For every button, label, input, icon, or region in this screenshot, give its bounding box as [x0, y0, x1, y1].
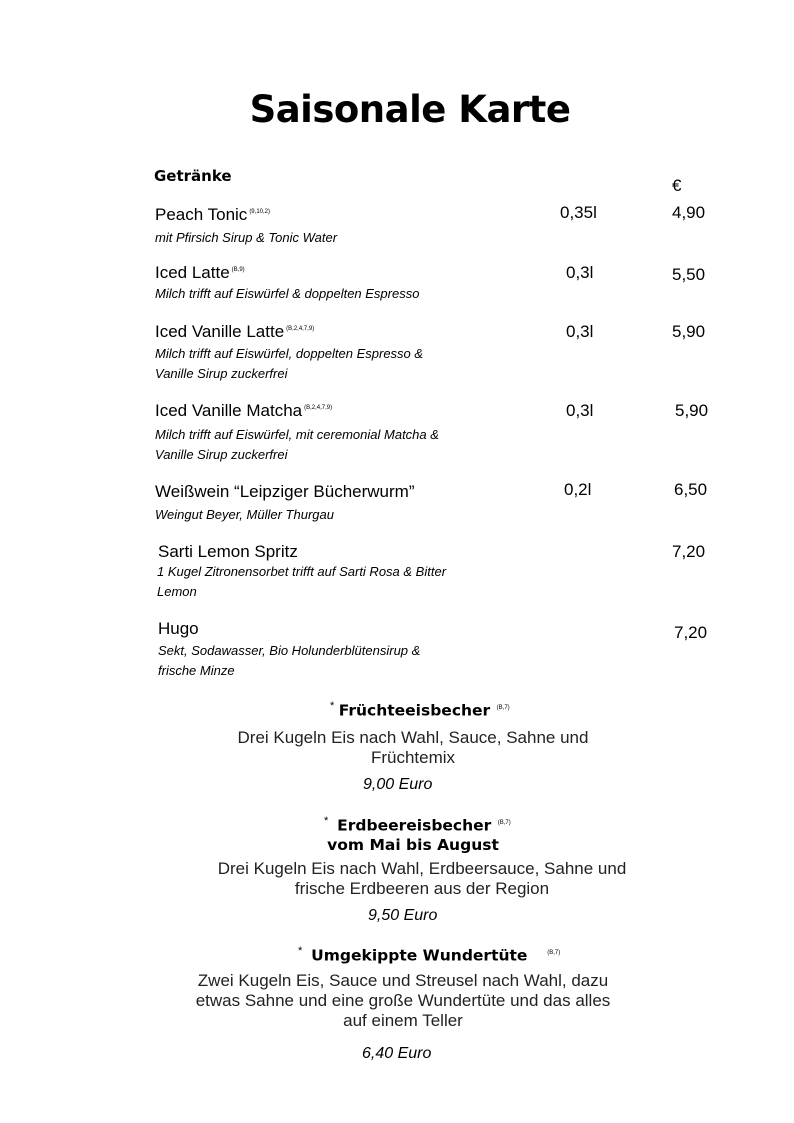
- drink-name: Weißwein “Leipziger Bücherwurm”: [155, 482, 415, 501]
- drink-size: 0,3l: [566, 322, 594, 341]
- allergen-codes: (B,2,4,7,9): [286, 326, 315, 333]
- currency-label: €: [672, 176, 682, 195]
- allergen-codes: (B,2,4,7,9): [304, 405, 333, 412]
- dessert-description: Drei Kugeln Eis nach Wahl, Erdbeersauce, Sahne und frische Erdbeeren aus der Region: [217, 859, 627, 898]
- drink-size: 0,2l: [564, 480, 592, 499]
- dessert-price: 9,50 Euro: [368, 907, 438, 924]
- star-marker: *: [298, 945, 303, 957]
- drink-size: 0,3l: [566, 263, 594, 282]
- allergen-codes: (B,7): [496, 705, 510, 711]
- drink-description: 1 Kugel Zitronensorbet trifft auf Sarti Rosa & Bitter Lemon: [157, 564, 447, 599]
- dessert-description: Zwei Kugeln Eis, Sauce und Streusel nach Wahl, dazu etwas Sahne und eine große Wundertüte und das alles auf einem Teller: [195, 971, 611, 1030]
- drink-description: Milch trifft auf Eiswürfel & doppelten Espresso: [155, 286, 420, 301]
- drink-name: Peach Tonic $^{(9,10,2)}$: [155, 205, 270, 224]
- drink-price: 5,50: [672, 265, 706, 284]
- drink-description: mit Pfirsich Sirup & Tonic Water: [155, 230, 338, 245]
- drink-description: Milch trifft auf Eiswürfel, doppelten Espresso & Vanille Sirup zuckerfrei: [155, 346, 424, 381]
- drink-price: 7,20: [672, 542, 706, 561]
- star-marker: *: [330, 700, 335, 712]
- drink-name: Sarti Lemon Spritz: [158, 542, 298, 561]
- drink-size: 0,35l: [560, 203, 597, 222]
- dessert-price: 6,40 Euro: [362, 1045, 432, 1062]
- drink-name: Iced Vanille Matcha $^{(B,2,4,7,9)}$: [155, 401, 333, 420]
- drink-description: Weingut Beyer, Müller Thurgau: [155, 507, 334, 522]
- dessert-subtitle: vom Mai bis August: [327, 836, 499, 854]
- drink-description: Milch trifft auf Eiswürfel, mit ceremonial Matcha & Vanille Sirup zuckerfrei: [155, 427, 439, 462]
- drink-price: 7,20: [674, 623, 708, 642]
- drink-description: Sekt, Sodawasser, Bio Holunderblütensirup & frische Minze: [158, 643, 421, 678]
- allergen-codes: (B,7): [547, 950, 561, 956]
- allergen-codes: (B,7): [497, 820, 511, 826]
- allergen-codes: (9,10,2): [249, 209, 270, 216]
- drink-price: 4,90: [672, 203, 706, 222]
- page-title: Saisonale Karte: [249, 88, 571, 131]
- drink-name: Hugo: [158, 619, 199, 638]
- dessert-heading: * Umgekippte Wundertüte $^{(B,7)}$: [298, 945, 561, 965]
- drink-name: Iced Vanille Latte $^{(B,2,4,7,9)}$: [155, 322, 315, 341]
- allergen-codes: (B,9): [231, 267, 245, 274]
- dessert-heading: * Erdbeereisbecher $^{(B,7)}$: [324, 815, 511, 835]
- section-heading: Getränke: [154, 167, 232, 185]
- dessert-price: 9,00 Euro: [363, 776, 433, 793]
- drink-price: 5,90: [675, 401, 709, 420]
- star-marker: *: [324, 815, 329, 827]
- dessert-heading: * Früchteeisbecher $^{(B,7)}$: [330, 700, 510, 720]
- drink-price: 5,90: [672, 322, 706, 341]
- drink-name: Iced Latte $^{(B,9)}$: [155, 263, 245, 282]
- drink-size: 0,3l: [566, 401, 594, 420]
- drink-price: 6,50: [674, 480, 708, 499]
- dessert-description: Drei Kugeln Eis nach Wahl, Sauce, Sahne und Früchtemix: [237, 728, 589, 767]
